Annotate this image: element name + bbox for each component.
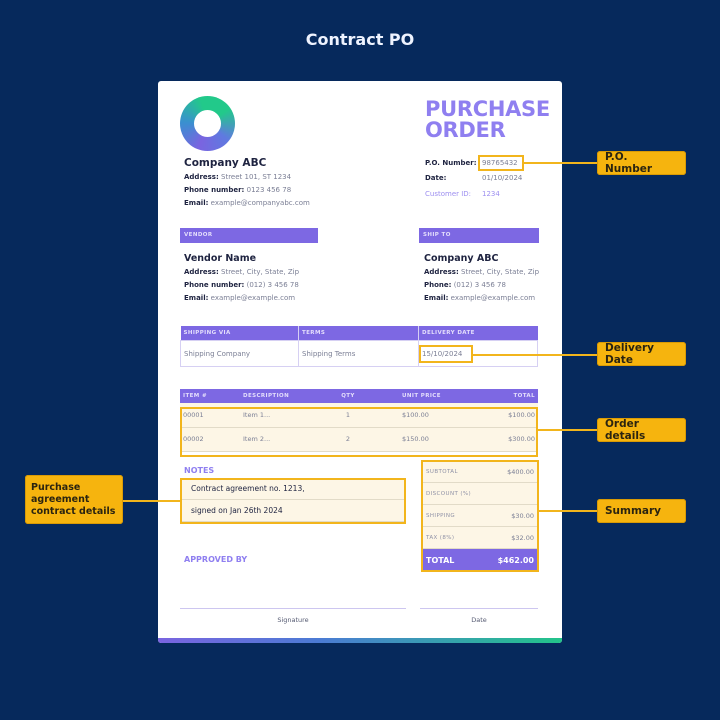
delivery-date-value: 15/10/2024 xyxy=(419,341,538,367)
company-phone xyxy=(184,186,291,194)
ship-to-phone xyxy=(424,281,506,289)
date-row xyxy=(425,174,522,182)
vendor-phone xyxy=(184,281,299,289)
callout-purchase-agreement: Purchase agreement contract details xyxy=(25,475,123,524)
address-label: Address: xyxy=(424,268,459,276)
callout-summary: Summary xyxy=(597,499,686,523)
date-value: 01/10/2024 xyxy=(482,174,523,182)
address-label: Address: xyxy=(184,268,219,276)
po-number-label: P.O. Number: xyxy=(425,159,477,167)
page-title: Contract PO xyxy=(305,30,415,49)
address-label: Address: xyxy=(184,173,219,181)
purchase-order-document xyxy=(158,81,562,643)
summary-box xyxy=(422,461,538,571)
shipping-via-value: Shipping Company xyxy=(181,341,299,367)
table-row xyxy=(180,403,538,427)
signature-date-label: Date xyxy=(471,616,487,624)
total-label: TOTAL xyxy=(426,555,455,565)
summary-row-subtotal xyxy=(422,461,538,483)
shipping-table xyxy=(180,326,538,367)
phone-value: 0123 456 78 xyxy=(246,186,292,194)
summary-row-shipping xyxy=(422,505,538,527)
phone-label: Phone: xyxy=(424,281,452,289)
title-line-2: ORDER xyxy=(425,118,506,142)
customer-id-label: Customer ID: xyxy=(425,190,472,198)
gradient-footer-bar xyxy=(158,638,562,643)
notes-line-1: Contract agreement no. 1213, xyxy=(180,478,404,500)
vendor-name: Vendor Name xyxy=(184,253,257,264)
table-row xyxy=(180,427,538,451)
item-unit-price: $150.00 xyxy=(368,427,463,451)
total-value: $462.00 xyxy=(497,555,534,565)
item-qty: 2 xyxy=(328,427,368,451)
customer-id-value: 1234 xyxy=(482,190,500,198)
title-line-1: PURCHASE xyxy=(425,97,550,121)
summary-value: $32.00 xyxy=(511,533,534,542)
phone-value: (012) 3 456 78 xyxy=(453,281,506,289)
address-value: Street, City, State, Zip xyxy=(461,268,540,276)
summary-label: TAX (8%) xyxy=(426,534,455,541)
ship-to-address xyxy=(424,268,539,276)
callout-order-details: Order details xyxy=(597,418,686,442)
item-unit-price: $100.00 xyxy=(368,403,463,427)
email-label: Email: xyxy=(424,294,449,302)
purchase-agreement-connector xyxy=(122,500,182,502)
summary-label: SHIPPING xyxy=(426,512,456,519)
total-header: TOTAL xyxy=(463,389,538,403)
approved-by-label: APPROVED BY xyxy=(184,555,248,564)
summary-row-tax xyxy=(422,527,538,549)
date-label: Date: xyxy=(425,174,447,182)
phone-label: Phone number: xyxy=(184,186,245,194)
summary-label: DISCOUNT (%) xyxy=(426,490,472,497)
summary-value: $400.00 xyxy=(507,467,534,476)
vendor-email xyxy=(184,294,295,302)
email-label: Email: xyxy=(184,199,209,207)
order-details-connector xyxy=(538,429,598,431)
description-header: DESCRIPTION xyxy=(240,389,328,403)
item-qty: 1 xyxy=(328,403,368,427)
signature-label: Signature xyxy=(277,616,309,624)
email-value: example@companyabc.com xyxy=(210,199,310,207)
item-description: Item 2... xyxy=(240,427,328,451)
item-total: $300.00 xyxy=(463,427,538,451)
summary-total-row xyxy=(422,549,538,571)
email-label: Email: xyxy=(184,294,209,302)
address-value: Street, City, State, Zip xyxy=(221,268,300,276)
summary-value: $30.00 xyxy=(511,511,534,520)
item-number: 00002 xyxy=(180,427,240,451)
terms-header: TERMS xyxy=(299,326,419,341)
notes-label: NOTES xyxy=(184,466,215,475)
unit-price-header: UNIT PRICE xyxy=(368,389,463,403)
summary-label: SUBTOTAL xyxy=(426,468,458,475)
qty-header: QTY xyxy=(328,389,368,403)
vendor-header: VENDOR xyxy=(180,228,318,243)
phone-label: Phone number: xyxy=(184,281,245,289)
company-email xyxy=(184,199,310,207)
phone-value: (012) 3 456 78 xyxy=(246,281,299,289)
summary-row-discount xyxy=(422,483,538,505)
callout-delivery-date: Delivery Date xyxy=(597,342,686,366)
email-value: example@example.com xyxy=(210,294,296,302)
po-number-value: 98765432 xyxy=(482,159,518,167)
document-title xyxy=(425,99,550,141)
delivery-date-header: DELIVERY DATE xyxy=(419,326,538,341)
company-logo-icon xyxy=(180,96,235,151)
item-description: Item 1... xyxy=(240,403,328,427)
po-number-connector xyxy=(524,162,598,164)
item-number: 00001 xyxy=(180,403,240,427)
po-number-row xyxy=(425,159,518,167)
address-value: Street 101, ST 1234 xyxy=(221,173,292,181)
company-address xyxy=(184,173,291,181)
items-table xyxy=(180,389,538,452)
notes-line-2: signed on Jan 26th 2024 xyxy=(180,500,404,522)
callout-po-number: P.O. Number xyxy=(597,151,686,175)
shipping-via-header: SHIPPING VIA xyxy=(181,326,299,341)
signature-line xyxy=(180,608,406,609)
ship-to-header: SHIP TO xyxy=(419,228,539,243)
vendor-address xyxy=(184,268,299,276)
terms-value: Shipping Terms xyxy=(299,341,419,367)
customer-id-row xyxy=(425,190,500,198)
item-total: $100.00 xyxy=(463,403,538,427)
ship-to-name: Company ABC xyxy=(424,253,499,264)
email-value: example@example.com xyxy=(450,294,536,302)
delivery-date-connector xyxy=(473,354,598,356)
summary-connector xyxy=(539,510,598,512)
notes-box xyxy=(180,478,404,522)
date-line xyxy=(420,608,538,609)
ship-to-email xyxy=(424,294,535,302)
company-name: Company ABC xyxy=(184,157,267,169)
item-number-header: ITEM # xyxy=(180,389,240,403)
